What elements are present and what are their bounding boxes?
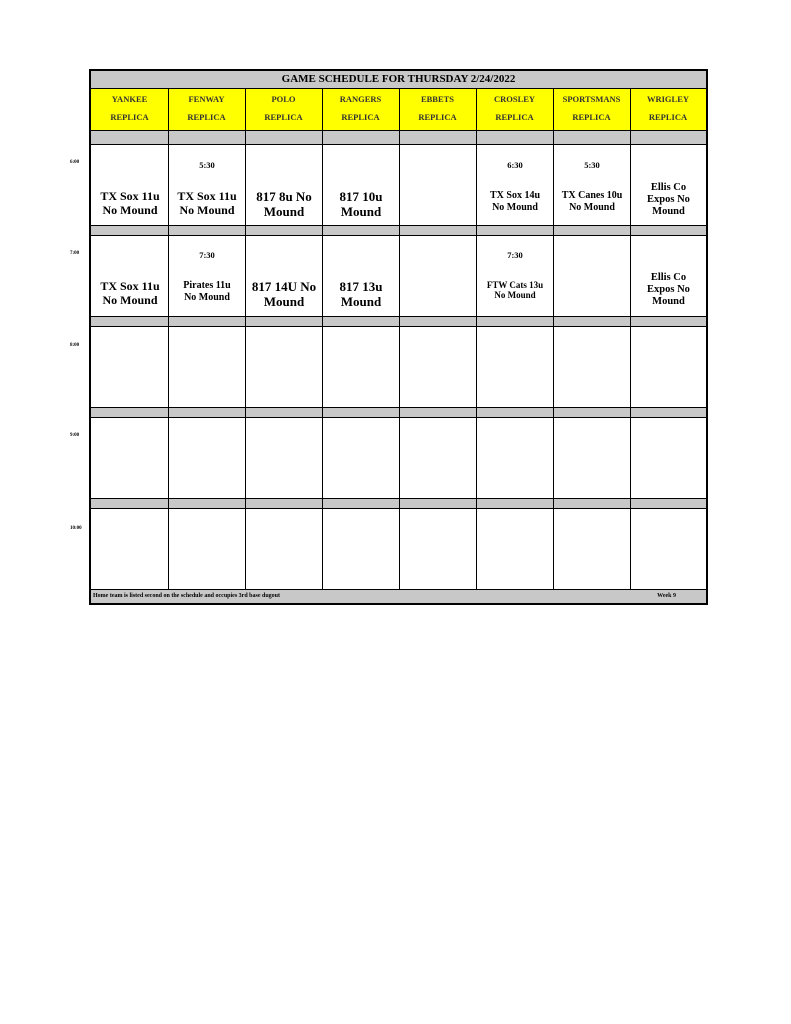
game-line: Pirates 11u: [183, 280, 231, 291]
game-line: 817 13u: [339, 279, 383, 294]
schedule-title: GAME SCHEDULE FOR THURSDAY 2/24/2022: [91, 71, 706, 89]
game-cell: [92, 236, 168, 316]
game-line: Expos No: [647, 284, 690, 296]
field-name: WRIGLEY: [646, 94, 690, 104]
game-line: 817 10u: [339, 189, 383, 204]
start-time: 5:30: [584, 160, 600, 170]
game-cell: [631, 146, 706, 225]
field-type: REPLICA: [110, 112, 149, 122]
game-cell: [554, 146, 630, 225]
field-name: FENWAY: [188, 94, 225, 104]
game-matchup: [554, 190, 630, 213]
game-cell: [323, 146, 399, 225]
start-time: 7:30: [199, 250, 215, 260]
game-line: TX Sox 14u: [489, 190, 540, 201]
game-line: Mound: [652, 206, 685, 218]
field-header-wrigley: [630, 89, 706, 130]
field-type: REPLICA: [572, 112, 611, 122]
game-line: Mound: [340, 293, 382, 309]
game-line: No Mound: [492, 201, 538, 213]
field-type: REPLICA: [341, 112, 380, 122]
game-line: Ellis Co: [650, 272, 687, 283]
game-line: Mound: [263, 203, 305, 219]
game-matchup: [92, 190, 168, 218]
game-cell: [246, 236, 322, 316]
game-line: TX Canes 10u: [561, 190, 623, 201]
field-header-crosley: [476, 89, 553, 130]
game-line: Mound: [263, 293, 305, 309]
field-type: REPLICA: [495, 112, 534, 122]
field-type: REPLICA: [648, 112, 688, 122]
field-header-rangers: [322, 89, 399, 130]
game-cell: [631, 236, 706, 316]
time-slot-label: 8:00: [70, 343, 80, 348]
footer-bar: [91, 590, 706, 603]
game-cell: [323, 236, 399, 316]
field-header-yankee: [91, 89, 168, 130]
start-time: 7:30: [507, 250, 523, 260]
game-line: 817 14U No: [251, 279, 317, 294]
game-cell: [169, 146, 245, 225]
game-matchup: [246, 190, 322, 220]
field-type: REPLICA: [264, 112, 303, 122]
field-name: POLO: [271, 94, 296, 104]
field-name: EBBETS: [420, 94, 455, 104]
game-matchup: [323, 280, 399, 310]
game-line: No Mound: [569, 201, 615, 213]
field-name: CROSLEY: [493, 94, 536, 104]
game-line: TX Sox 11u: [100, 279, 160, 293]
game-cell: [477, 236, 553, 316]
field-name: RANGERS: [339, 94, 382, 104]
game-line: No Mound: [102, 202, 158, 217]
game-matchup: [169, 190, 245, 218]
game-line: No Mound: [179, 202, 235, 217]
field-type: REPLICA: [187, 112, 226, 122]
field-header-fenway: [168, 89, 245, 130]
time-slot-label: 10:00: [70, 526, 82, 531]
week-label: Week 9: [657, 593, 676, 599]
game-line: Mound: [652, 296, 685, 308]
field-type: REPLICA: [418, 112, 457, 122]
game-line: 817 8u No: [256, 189, 312, 204]
time-slot-label: 9:00: [70, 433, 80, 438]
field-name: YANKEE: [111, 94, 148, 104]
game-line: TX Sox 11u: [177, 189, 237, 203]
game-line: No Mound: [494, 290, 536, 301]
time-slot-label: 7:00: [70, 251, 80, 256]
game-line: Expos No: [647, 194, 690, 206]
game-line: Mound: [340, 203, 382, 219]
game-cell: [400, 146, 476, 225]
game-cell: [400, 236, 476, 316]
start-time: 6:30: [507, 160, 523, 170]
game-line: Ellis Co: [650, 182, 687, 193]
game-cell: [92, 146, 168, 225]
game-cell: [246, 146, 322, 225]
game-matchup: [323, 190, 399, 220]
home-team-note: Home team is listed second on the schedule and occupies 3rd base dugout: [93, 593, 281, 599]
game-matchup: [477, 190, 553, 213]
field-name: SPORTSMANS: [562, 94, 621, 104]
field-header-ebbets: [399, 89, 476, 130]
game-matchup: [246, 280, 322, 310]
field-header-polo: [245, 89, 322, 130]
game-matchup: [92, 280, 168, 308]
game-line: No Mound: [102, 292, 158, 307]
game-cell: [169, 236, 245, 316]
field-header-sportsmans: [553, 89, 630, 130]
game-cell: [477, 146, 553, 225]
game-cell: [554, 236, 630, 316]
game-matchup: [631, 182, 706, 218]
schedule-sheet: [89, 69, 708, 605]
game-line: TX Sox 11u: [100, 189, 160, 203]
game-line: FTW Cats 13u: [486, 280, 544, 290]
time-slot-label: 6:00: [70, 160, 80, 165]
start-time: 5:30: [199, 160, 215, 170]
game-matchup: [477, 280, 553, 301]
game-matchup: [169, 280, 245, 303]
game-matchup: [631, 272, 706, 308]
game-line: No Mound: [184, 291, 230, 303]
